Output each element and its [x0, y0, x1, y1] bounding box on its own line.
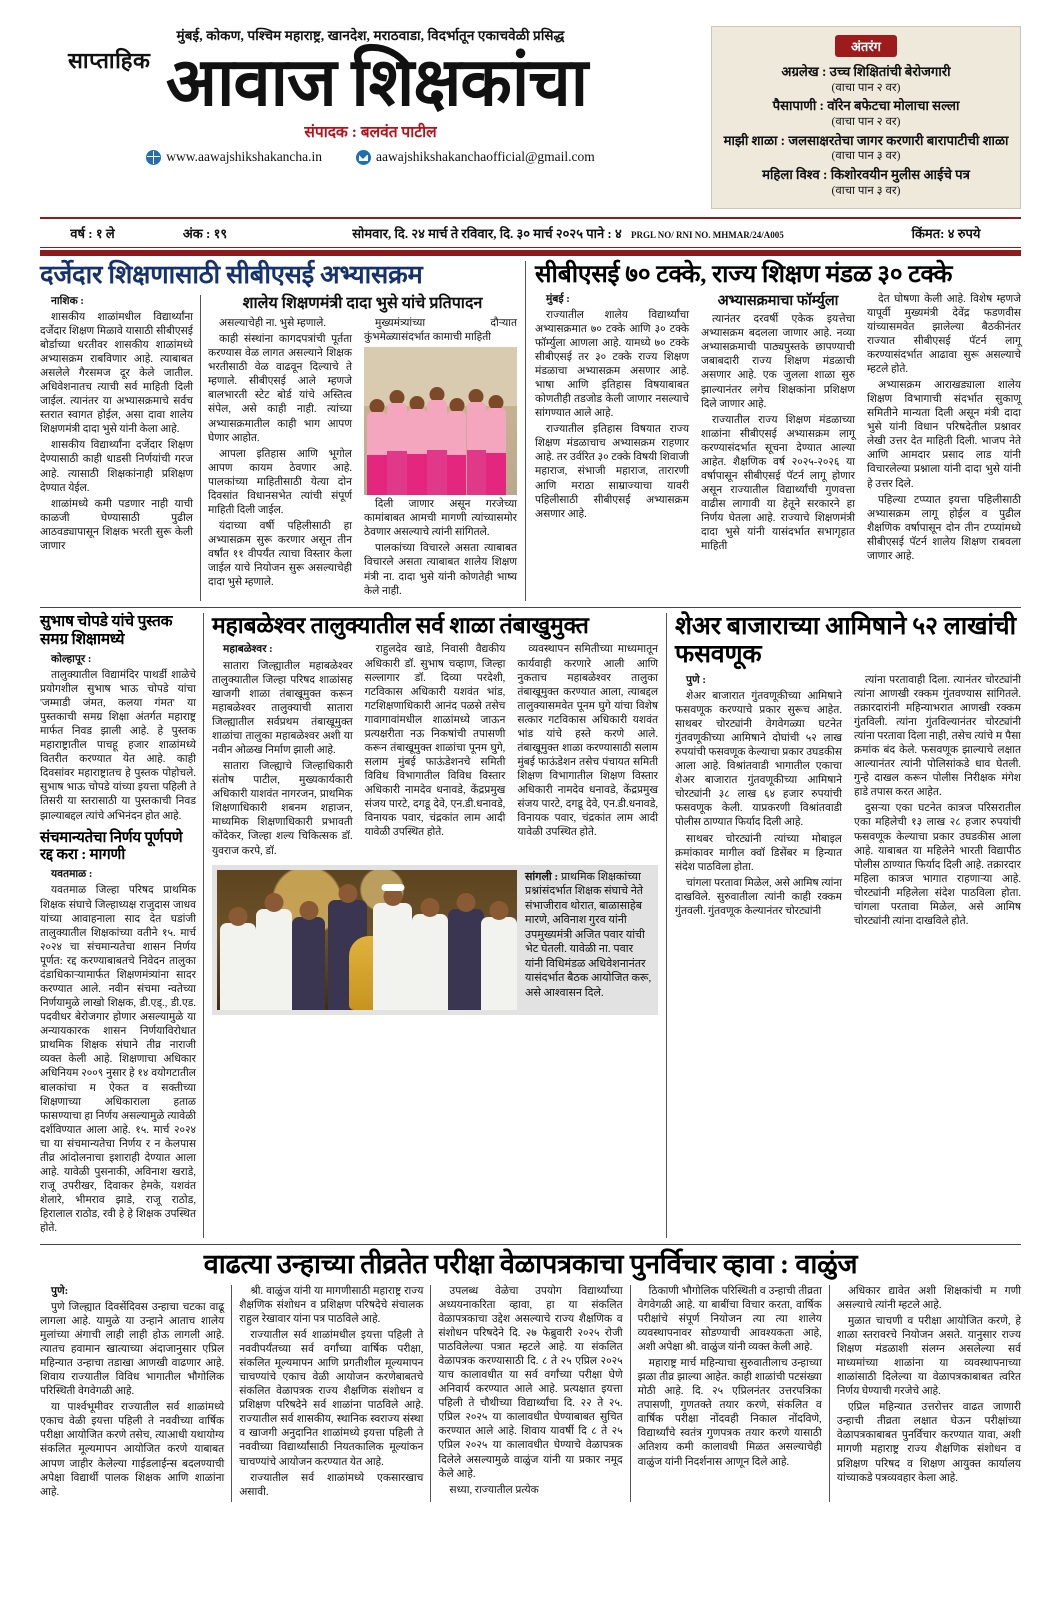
envelope-icon	[356, 150, 371, 165]
fraud-c2-p1: दुसऱ्या एका घटनेत कात्रज परिसरातील एका महिलेची १३ लाख २८ हजार रुपयांची फसवणूक केल्याचा प्रकार उघडकीस आला आहे. याबाबत या महिलेने भारती विद्यापीठ पोलीस ठाण्यात फिर्याद दिली आहे. तक्रारदार महिला कात्रज भागात राहणाऱ्या आहे. चोरट्यांनी महिलेला संदेश पाठविला होता. चांगला परतावा मिळेल, असे आमिष चोरट्यांनी त्यांना दाखविले होते.	[854, 803, 1021, 928]
tobacco-col-1	[212, 643, 359, 860]
photo-ajit-pawar-meeting	[217, 870, 517, 1010]
cbse-columns	[40, 295, 517, 601]
cbse-c2a-p3: यंदाच्या वर्षी पहिलीसाठी हा अभ्यासक्रम सुरू करणार असून तीन वर्षांत ११ वीपर्यंत त्याचा विस्तार केला जाईल याचे नियोजन सुरू असल्याचेही दादा भुसे म्हणाले.	[208, 521, 352, 589]
fraud-c2-p0: त्यांना परतावाही दिला. त्यानंतर चोरट्यांनी त्यांना आणखी रक्कम गुंतवण्यास सांगितले. तक्रारदारांनी महिन्याभरात आणखी रक्कम गुंतविली. त्यांना गुंतविल्यानंतर चोरट्यांनी त्यांना परतावा दिला नाही, तसेच त्यांचे म पैसा क्रमांक बंद केले. फसवणूक झाल्याचे लक्षात आल्यानंतर त्यांनी पोलिसांकडे धाव घेतली. गुन्हे दाखल करून पोलीस निरीक्षक मंगेश हाडे तपास करत आहेत.	[854, 674, 1021, 799]
tobacco-c2-p0: राहुलदेव खाडे, निवासी वैद्यकीय अधिकारी डॉ. सुभाष चव्हाण, जिल्हा सल्लागार डॉ. दिव्या परदेशी, गटविकास अधिकारी यशवंत भांड, गटशिक्षणाधिकारी आनंद पळसे तसेच गावागावांमधील शाळांमध्ये जाऊन प्रत्यक्षरीता नऊ निकषांची तपासणी करून तंबाखूमुक्त शाळांचा पूनम घुगे, सलाम मुंबई फाऊंडेशनचे समिती विविध विभागातील विविध विस्तार अधिकारी नामदेव धनावडे, केंद्रप्रमुख संजय पारटे, दगडू देवे, एन.डी.धनावडे, विनायक पवार, चंद्रकांत लाम आदी यावेळी उपस्थित होते.	[364, 644, 506, 839]
cbse-col-1	[40, 295, 200, 601]
exam-c3-p1: सध्या, राज्यातील प्रत्येक	[449, 1484, 539, 1496]
headline-tobacco-free[interactable]: महाबळेश्वर तालुक्यातील सर्व शाळा तंबाखुमुक्त	[212, 612, 589, 638]
antarang-item-0[interactable]: अग्रलेख : उच्च शिक्षितांची बेरोजगारी	[781, 64, 951, 79]
tobacco-c3-p0: व्यवस्थापन समितीच्या माध्यमातून कार्यवाही करणारे आली आणि नुकताच महाबळेश्वर तालुका तंबाखूमुक्त करण्यात आला, त्याबद्दल तालुक्यासमवेत पूनम घुगे यांचा विशेष सत्कार गटविकास अधिकारी यशवंत भांड यांचे हस्ते करणे आले. तंबाखूमुक्त शाळा करण्यासाठी सलाम मुंबई फाऊंडेशन तसेच पंचायत समिती शिक्षण विभागातील शिक्षण विस्तार अधिकारी नामदेव धनावडे, केंद्रप्रमुख संजय पारटे, दगडू देवे, एन.डी.धनावडे, विनायक पवार, चंद्रकांत लाम आदी यावेळी उपस्थित होते.	[517, 644, 659, 839]
section-exam-timetable	[40, 1244, 1021, 1501]
cbse-c2a-p0: असल्याचेही ना. भुसे म्हणाले.	[219, 318, 326, 329]
subhead-bhuse: शालेय शिक्षणमंत्री दादा भुसे यांचे प्रतिपादन	[242, 294, 483, 312]
exam-col-2	[231, 1285, 430, 1502]
exam-col-4	[630, 1285, 829, 1502]
exam-c5-p0: अधिकार द्यावेत अशी शिक्षकांची म गणी असल्याचे त्यांनी म्हटले आहे.	[836, 1285, 1022, 1311]
antarang-note-0: (वाचा पान २ वर)	[831, 81, 901, 94]
caption-text: प्राथमिक शिक्षकांच्या प्रश्नांसंदर्भात शिक्षक संघाचे नेते संभाजीराव थोरात, बाळासाहेब मारणे, अविनाश गुरव यांनी उपमुख्यमंत्री अजित पवार यांची भेट घेतली. यावेळी ना. पवार यांनी विधिमंडळ अधिवेशनानंतर यासंदर्भात बैठक आयोजित करू, असे आश्वासन दिले.	[525, 870, 652, 999]
photo-person	[412, 914, 448, 1009]
photo-person	[481, 917, 517, 1009]
antarang-item-2[interactable]: माझी शाळा : जलसाक्षरतेचा जागर करणारी बारापाटीची शाळा	[723, 132, 1009, 148]
infobar-pages: पाने : ४	[586, 226, 622, 242]
dateline-nashik: नाशिक :	[51, 295, 84, 307]
antarang-note-1: (वाचा पान २ वर)	[831, 116, 901, 129]
seventy-col-3	[861, 293, 1021, 566]
infobar-issue: अंक : १९	[182, 226, 228, 242]
fraud-c1-p1: साथबर चोरट्यांनी त्यांच्या मोबाइल क्रमांकावर मागील क्वॉ डिसेंबर म हिन्यात संदेश पाठविला होता.	[675, 833, 842, 873]
infobar-center	[265, 224, 871, 242]
seventy-col-2	[695, 293, 861, 566]
exam-c2-p0: श्री. वाळुंज यांनी या मागणीसाठी महाराष्ट्र राज्य शैक्षणिक संशोधन व प्रशिक्षण परिषदेचे संचालक राहुल रेखावार यांना पत्र पाठविले आहे.	[239, 1285, 424, 1325]
article-cbse-seventy	[525, 261, 1021, 601]
tobacco-col-2	[359, 643, 512, 860]
sanchmanyata-p0: यवतमाळ जिल्हा परिषद प्राथमिक शिक्षक संघाचे जिल्हाध्यक्ष राजुदास जाधव यांच्या आवाहनाला साद देत घडांजी तालुक्यातील शिक्षकांच्या वतीने १५. मार्च २०२४ चा संचमान्यतेचा शासन निर्णय पूर्णत: रद्द करण्याबाबतचे निवेदन तालुका दंडाधिकाऱ्यामार्फत शिक्षणमंत्र्यांना सादर करण्यात आले. नवीन संचमा न्वतेच्या निर्णयामुळे लाखो शिक्षक, डी.एड्., डी.एड. पदवीधर बेरोजगार होणार असल्यामुळे या अन्यायकारक शासन निर्णयाविरोधात प्राथमिक शिक्षक संघाने तीव्र नाराजी व्यक्त केली आहे. शिक्षणाचा अधिकार अधिनियम २००९ नुसार हे १४ वयोगटातील बालकांचा म ऐकत व सक्तीच्या शिक्षणाच्या अधिकाराला हताळ फासण्याचा हा निर्णय असल्यामुळे त्यावेळी दर्शविण्यात आला आहे. १५. मार्च २०२४ चा या संचमान्यतेचा निर्णय र न केलपास तीव्र आंदोलनाचा इशाराही देण्यात आला आहे. यावेळी पुसनाकी, अविनाश खराडे, राजू उपरीखर, दिवाकर हेमके, यशवंत शेलारे, भीमराव झाडे, राजू राठोड, हिरालाल राठोड, रवी हे हे शिक्षक उपस्थित होते.	[40, 885, 196, 1235]
exam-columns	[40, 1285, 1021, 1502]
exam-c4-p0: ठिकाणी भौगोलिक परिस्थिती व उन्हाची तीव्रता वेगवेगळी आहे. या बाबींचा विचार करता, वार्षिक परीक्षांचे संपूर्ण नियोजन त्या त्या शालेय व्यवस्थापनावर सोडण्याची आवश्यकता आहे, अशी अपेक्षा श्री. वाळुंज यांनी व्यक्त केली आहे.	[637, 1285, 822, 1353]
photo-child	[407, 409, 427, 495]
cbse-c2a-p1: काही संस्थांना कागदपत्रांची पूर्तता करण्यास वेळ लागत असल्याने शिक्षक भरतीसाठी वेळ वाढवून दिल्याचे ते म्हणाले. सीबीएसई आले म्हणजे बालभारती स्टेट बोर्ड यांचे अस्तित्व संपेल, असे काही नाही. त्यांच्या अभ्यासक्रमातील काही भाग आपण घेणार आहोत.	[208, 334, 352, 444]
website-contact[interactable]	[146, 149, 322, 165]
photo-person	[292, 917, 325, 1009]
photo-child	[447, 411, 467, 495]
photo-person	[373, 903, 412, 1009]
masthead-weekly-label: साप्ताहिक	[68, 48, 151, 73]
cbse-col-2-inner	[208, 317, 517, 601]
exam-c1-p0: पुणे जिल्ह्यात दिवसेंदिवस उन्हाचा चटका वाढू लागला आहे. यामुळे या उन्हाने आताच शालेय मुलांच्या अंगाची लाही लाही होऊ लागली आहे. त्यातच हवामान खात्याच्या अंदाजानुसार एप्रिल महिन्यात उन्हाचा तडाखा आणखी वाढणार आहे. शिवाय राज्यातील विविध भागातील भौगोलिक परिस्थिती वेगवेगळी आहे.	[40, 1301, 225, 1398]
masthead	[40, 0, 1021, 209]
seventy-c3-p2: पहिल्या टप्प्यात इयत्ता पहिलीसाठी अभ्यासक्रम लागू होईल व पुढील शैक्षणिक वर्षापासून दोन तीन टप्प्यांमध्ये सीबीएसई पॅटर्न शालेय शिक्षण राबवला जाणार आहे.	[867, 494, 1021, 562]
infobar-rni: PRGL NO/ RNI NO. MHMAR/24/A005	[631, 230, 784, 241]
headline-sanchmanyata[interactable]: संचमान्यतेचा निर्णय पूर्णपणे रद्द करा : मागणी	[40, 829, 183, 863]
masthead-tagline: मुंबई, कोकण, पश्चिम महाराष्ट्र, खानदेश, मराठवाडा, विदर्भातून एकाचवेळी प्रसिद्ध	[176, 28, 565, 43]
website-url: www.aawajshikshakancha.in	[166, 149, 323, 165]
headline-chopde-book[interactable]: सुभाष चोपडे यांचे पुस्तक समग्र शिक्षामध्ये	[40, 612, 173, 648]
photo-child	[367, 412, 387, 495]
exam-c1-p1: या पार्श्वभूमीवर राज्यातील सर्व शाळांमध्ये एकाच वेळी इयत्ता पहिली ते नववीच्या वार्षिक परीक्षा आयोजित करणे तसेच, त्याआधी यथायोग्य संकलित मूल्यमापन आयोजित करणे याबाबत आपण जाहीर केलेल्या गाईडलाईन्स बदलण्याची अपेक्षा विद्यार्थी पालक शिक्षक आणि शाळांना आहे.	[40, 1402, 225, 1498]
tobacco-col-3	[511, 643, 658, 860]
seventy-col-1	[535, 293, 695, 566]
seventy-c3-p0: देत घोषणा केली आहे. विशेष म्हणजे यापूर्वी मुख्यमंत्री देवेंद्र फडणवीस यांच्यासमवेत झालेल्या बैठकीनंतर राज्यात सीबीएसई पॅटर्न लागू करण्यासंदर्भात आढावा सुरू असल्याचे म्हटले होते.	[867, 293, 1021, 375]
cbse-c2b-p2: पालकांच्या विचारले असता त्याबाबत विचारले असता त्याबाबत शालेय शिक्षण मंत्री ना. दादा भुसे यांनी कोणतेही भाष्य केले नाही.	[364, 543, 517, 597]
infobar	[40, 219, 1021, 248]
tobacco-columns	[212, 643, 658, 860]
seventy-c1-p1: राज्यातील इतिहास विषयात राज्य शिक्षण मंडळाचाच अभ्यासक्रम राहणार आहे. तर उर्वरित ३० टक्के विषयी शिवाजी महाराज, संभाजी महाराज, तारारणी आणि मराठा साम्राज्याचा यावरी पहिलीसाठी सीबीएसई अभ्यासक्रम असणार आहे.	[535, 424, 689, 520]
cbse-col-2a	[208, 317, 358, 601]
dateline-pune-fraud: पुणे :	[686, 674, 706, 686]
cbse-c2b-p1: दिली जाणार असून गरजेच्या कामांबाबत आमची मागणी त्यांच्यासमोर ठेवणार असल्याचे त्यांनी सांगितले.	[364, 499, 517, 539]
contact-row	[40, 149, 701, 165]
photo-schoolchildren	[364, 347, 517, 495]
fraud-col-2	[848, 674, 1021, 931]
exam-c4-p1: महाराष्ट्र मार्च महिन्याचा सुरुवातीलाच उन्हाच्या झळा तीव्र झाल्या आहेत. काही शाळांची पटसंख्या मोठी आहे. दि. २५ एप्रिलनंतर उत्तरपत्रिका तपासणी, गुणतक्ते तयार करणे, संकलित व वार्षिक परीक्षा नोंदवही निकाल नोंदविणे, विद्यार्थ्यांचे स्वतंत्र गुणपत्रक तयार करणे यासाठी अतिशय कमी कालावधी मिळत असल्याचेही वाळुंज यांनी निदर्शनास आणून दिले आहे.	[637, 1358, 822, 1468]
antarang-badge: अंतरंग	[835, 35, 897, 57]
seventy-c3-p1: अभ्यासक्रम आराखड्याला शालेय शिक्षण विभागाची संदर्भात सुकाणू समितीने मान्यता दिली असून मंत्री दादा भुसे यांनी विधान परिषदेतील प्रश्नावर लेखी उत्तर देत माहिती दिली. भाजप नेते आणि आमदार प्रसाद लाड यांनी विचारलेल्या प्रश्नाला यांनी दादा भुसे यांनी हे उत्तर दिले.	[867, 379, 1021, 490]
photo-person	[448, 909, 484, 1010]
photo-block-sangli	[212, 865, 658, 1015]
cbse-c1-p1: शासकीय विद्यार्थ्यांना दर्जेदार शिक्षण देण्यासाठी काही धाडसी निर्णयांची गरज आहे. त्यासाठी शिक्षकांनाही प्रशिक्षण देण्यात येईल.	[40, 440, 193, 494]
sidebar-column	[40, 613, 203, 1239]
newspaper-title: आवाज शिक्षकांचा	[165, 46, 588, 120]
headline-exam-timetable[interactable]: वाढत्या उन्हाच्या तीव्रतेत परीक्षा वेळापत्रकाचा पुनर्विचार व्हावा : वाळुंज	[203, 1249, 858, 1280]
caption-dateline: सांगली :	[525, 870, 559, 883]
photo-child	[467, 402, 487, 495]
seventy-c1-p0: राज्यातील शालेय विद्यार्थ्यांचा अभ्यासक्रमात ७० टक्के आणि ३० टक्के फॉर्म्युला आणला आहे. यामध्ये ७० टक्के सीबीएसई तर ३० टक्के राज्य शिक्षण मंडळाचा अभ्यासक्रम असणार आहे. भाषा आणि इतिहास विषयाबाबत कोणतीही तडजोड केली जाणार नसल्याचे सांगण्यात आले आहे.	[535, 309, 689, 420]
cbse-c1-p0: शासकीय शाळांमधील विद्यार्थ्यांना दर्जेदार शिक्षण मिळावे यासाठी सीबीएसई बोर्डाच्या धरतीवर शासकीय शाळांमध्ये अभ्यासक्रम राबविणार आहे. त्याबाबत असलेले गैरसमज दूर केले जातील. अधिवेशनातच त्याची सर्व माहिती दिली जाईल. त्यानंतर या अभ्यासक्रमाचे सर्वच स्तरात स्वागत होईल, असा दावा शालेय शिक्षणमंत्री दादा भुसे यांनी केला आहे.	[40, 311, 193, 436]
cbse-c1-p2: शाळांमध्ये कमी पडणार नाही याची काळजी घेण्यासाठी पुढील आठवड्यापासून शिक्षक भरती सुरू केली जाणार	[40, 498, 193, 552]
article-tobacco-free	[203, 613, 666, 1239]
exam-c2-p1: राज्यातील सर्व शाळांमधील इयत्ता पहिली ते नववीपर्यंतच्या सर्व वर्गांच्या वार्षिक परीक्षा, संकलित मूल्यमापन आणि प्रगतीशील मूल्यमापन चाचण्यांचे एकाच वेळी आयोजन करणेबाबतचे संकलित वेळापत्रक राज्य शैक्षणिक संशोधन व प्रशिक्षण परिषदेने सर्व शाळांना पाठविले आहे. राज्यातील सर्व शासकीय, स्थानिक स्वराज्य संस्था व खाजगी अनुदानित शाळांमध्ये इयत्ता पहिली ते नववीच्या विद्यार्थ्यांसाठी नियतकालिक मूल्यांकन चाचण्यांचे आयोजन करण्यात येत आहे.	[239, 1329, 424, 1468]
tobacco-c1-p0: सातारा जिल्ह्यातील महाबळेश्वर तालुक्यातील जिल्हा परिषद शाळांसह खाजगी शाळा तंबाखूमुक्त करून महाबळेश्वर तालुक्याची सातारा जिल्ह्यातील सर्वप्रथम तंबाखूमुक्त शाळांचा तालुका महाबळेश्वर अशी या नवीन ओळख निर्माण झाली आहे.	[212, 660, 353, 756]
editor-line: संपादक : बलवंत पाटील	[304, 124, 437, 142]
masthead-title-wrap	[40, 48, 701, 118]
seventy-columns	[535, 293, 1021, 566]
infobar-bottom-rule	[40, 250, 1021, 256]
cbse-c2b-p0: मुख्यमंत्र्यांच्या दौऱ्यात कुंभमेळ्यासंदर्भात कामाची माहिती	[364, 318, 517, 344]
subhead-formula: अभ्यासक्रमाचा फॉर्म्युला	[717, 292, 839, 309]
photo-caption-sangli	[517, 870, 653, 1010]
exam-col-5	[829, 1285, 1021, 1502]
article-cbse-curriculum	[40, 261, 525, 601]
dateline-mahabaleshwar: महाबळेश्वर :	[223, 644, 273, 656]
photo-child	[427, 400, 447, 495]
section-middle-stories	[40, 607, 1021, 1239]
email-address: aawajshikshakanchaofficial@gmail.com	[376, 149, 595, 165]
photo-person	[220, 923, 256, 1010]
chopde-body	[40, 653, 196, 824]
fraud-col-1	[675, 674, 848, 931]
fraud-c1-p0: शेअर बाजारात गुंतवणूकीच्या आमिषाने फसवणूक करण्याचे प्रकार सुरूच आहेत. साथबर चोरट्यांनी वेगवेगळ्या घटनेत गुंतवणूकीच्या आमिषाने दोघांची ५२ लाख रुपयांची फसवणूक केल्याचा प्रकार उघडकीस आला आहे. विश्रांतवाडी भागातील एकाचा शेअर बाजारात गुंतवणूकीच्या आमिषाने चोरट्यांनी ३८ लाख ६४ हजार रुपयांची फसवणूक केली. याप्रकरणी विश्रांतवाडी पोलीस ठाण्यात फिर्याद दिली आहे.	[675, 690, 842, 829]
seventy-c2-p1: राज्यातील राज्य शिक्षण मंडळाच्या शाळांना सीबीएसई अभ्यासक्रम लागू करण्यासंदर्भात सूचना देण्यात आल्या आहेत. शैक्षणिक वर्ष २०२५-२०२६ या वर्षापासून सीबीएसई पॅटर्न लागू होणार असून राज्यातील विद्यार्थ्यांची गुणवत्ता वाढीस लागावी या हेतूने सरकारने हा निर्णय घेतला आहे. राज्याचे शिक्षणमंत्री दादा भुसे यांनी यासंदर्भात सभागृहात माहिती	[701, 414, 855, 553]
infobar-year: वर्ष : १ ले	[70, 226, 115, 242]
section-lead-stories	[40, 261, 1021, 601]
chopde-p0: तालुक्यातील विद्यामंदिर पाथर्डी शाळेचे प्रयोगशील सुभाष भाऊ चोपडे यांचा 'जम्माडी जंमत, कलया गंमत' या पुस्तकाची समग्र शिक्षा अंतर्गत महाराष्ट्र मार्फत निवड झाली आहे. हे पुस्तक महाराष्ट्रातील पाचहू हजार शाळांमध्ये वितरीत करण्यात येत आहे. काही दिवसांवर महाराष्ट्रातच हे पुस्तक पोहोचले. सुभाष भाऊ चोपडे यांच्या इयत्ता पहिली ते तिसरी या स्तरासाठी या पुस्तकाची निवड झाल्याबद्दल त्यांचे अभिनंदन होत आहे.	[40, 669, 196, 822]
antarang-item-1[interactable]: पैसापाणी : वॉरेन बफेटचा मोलाचा सल्ला	[772, 98, 960, 114]
tobacco-c1-p1: सातारा जिल्ह्याचे जिल्हाधिकारी संतोष पाटील, मुख्यकार्यकारी अधिकारी याशवंत नागरजन, प्राथमिक शिक्षणाधिकारी शबनम शहाजन, माध्यमिक शिक्षणाधिकारी प्रभावती कोंदेकर, जिल्हा शल्य चिकित्सक डॉ. युवराज करपे, डॉ.	[212, 761, 353, 857]
antarang-item-3[interactable]: महिला विश्व : किशोरवयीन मुलीस आईचे पत्र	[762, 166, 970, 182]
seventy-col-2-body	[701, 313, 855, 554]
masthead-left	[40, 26, 701, 165]
dateline-kolhapur: कोल्हापूर :	[51, 653, 92, 665]
dateline-pune-exam: पुणे:	[51, 1285, 69, 1297]
article-share-market-fraud	[666, 613, 1021, 1239]
antarang-note-2: (वाचा पान ३ वर)	[831, 150, 901, 163]
photo-person	[256, 909, 292, 1010]
exam-c5-p1: मुळात चाचणी व परीक्षा आयोजित करणे, हे शाळा स्तरावरचे नियोजन असते. यानुसार राज्य शिक्षण मंडळाशी संलग्न असलेल्या सर्व माध्यमांच्या शाळांना या व्यवस्थापनाच्या शाळांसाठी दिलेल्या या वेळापत्रकाबाबत त्वरित निर्णय घेण्याची गरजेचे आहे.	[836, 1315, 1022, 1398]
exam-c3-p0: उपलब्ध वेळेचा उपयोग विद्यार्थ्यांच्या अध्ययनाकरिता व्हावा, हा या संकलित वेळापत्रकाचा उद्देश असल्याचे राज्य शैक्षणिक व संशोधन परिषदेने दि. २७ फेब्रुवारी २०२५ रोजी पाठविलेल्या पत्रात म्हटले आहे. या संकलित वेळापत्रक करण्यासाठी दि. ८ ते २५ एप्रिल २०२५ याच कालावधीत या सर्व वर्गांच्या परीक्षा घेणे अनिवार्य करण्यात आले आहे. प्रत्यक्षात इयत्ता पहिली ते चौथीच्या विद्यार्थ्यांचा दि. २२ ते २५. एप्रिल २०२५ या कालावधीत घेण्याबाबत सुचित करण्यात आले आहे. शिवाय यावर्षी दि ८ ते २५ एप्रिल २०२५ या कालावधीत घेण्याचे वेळापत्रक दिलेले असल्यामुळे वाळुंज यांनी या प्रकार नमूद केले आहे.	[438, 1285, 623, 1480]
seventy-c2-p0: त्यानंतर दरवर्षी एकेक इयत्तेचा अभ्यासक्रम बदलला जाणार आहे. नव्या अभ्यासक्रमाची पाठ्यपुस्तके छापण्याची जबाबदारी राज्य शिक्षण मंडळाची असणार आहे. एक जुलला शाळा सुरु झाल्यानंतर लगेच शिक्षकांना प्रशिक्षण दिले जाणार आहे.	[701, 314, 855, 410]
fraud-columns	[675, 674, 1021, 931]
cbse-c2a-p2: आपला इतिहास आणि भूगोल आपण कायम ठेवणार आहे. पालकांच्या माहितीसाठी येत्या दोन दिवसांत विधानसभेत त्यांची संपूर्ण माहिती दिली जाईल.	[208, 448, 352, 517]
exam-c5-p2: एप्रिल महिन्यात उत्तरोत्तर वाढत जाणारी उन्हाची तीव्रता लक्षात घेऊन परीक्षांच्या वेळापत्रकाबाबत पुनर्विचार करण्यात यावा, अशी मागणी महाराष्ट्र राज्य शैक्षणिक संशोधन व प्रशिक्षण परिषद व शिक्षण आयुक्त कार्यालय यांच्याकडे पत्रव्यवहार केला आहे.	[836, 1402, 1022, 1484]
dateline-mumbai: मुंबई :	[546, 293, 570, 305]
infobar-price: किंमत: ४ रुपये	[911, 226, 981, 242]
infobar-date: सोमवार, दि. २४ मार्च ते रविवार, दि. ३० मार्च २०२५	[352, 226, 583, 242]
exam-col-3	[430, 1285, 629, 1502]
cbse-col-2b	[358, 317, 517, 601]
exam-col-1	[40, 1285, 231, 1502]
antarang-box	[711, 26, 1021, 209]
dateline-yavatmal: यवतमाळ :	[51, 869, 93, 881]
photo-child	[486, 408, 506, 495]
globe-icon	[146, 150, 161, 165]
headline-cbse-seventy[interactable]: सीबीएसई ७० टक्के, राज्य शिक्षण मंडळ ३० टक्के	[535, 261, 953, 289]
cbse-col-2	[200, 295, 517, 601]
exam-c2-p2: राज्यातील सर्व शाळांमध्ये एकसारखाच असावी.	[239, 1472, 424, 1498]
headline-cbse-curriculum[interactable]: दर्जेदार शिक्षणासाठी सीबीएसई अभ्यासक्रम	[40, 260, 423, 290]
email-contact[interactable]	[356, 149, 595, 165]
headline-share-market-fraud[interactable]: शेअर बाजाराच्या आमिषाने ५२ लाखांची फसवणूक	[675, 612, 1016, 668]
photo-child	[387, 403, 407, 495]
antarang-note-3: (वाचा पान ३ वर)	[831, 184, 901, 197]
fraud-c1-p2: चांगला परतावा मिळेल, असे आमिष त्यांना दाखविले. सुरुवातीला त्यांनी काही रक्कम गुंतवली. गुंतवणूक केल्यानंतर चोरट्यांनी	[675, 877, 842, 917]
sanchmanyata-body	[40, 868, 196, 1236]
